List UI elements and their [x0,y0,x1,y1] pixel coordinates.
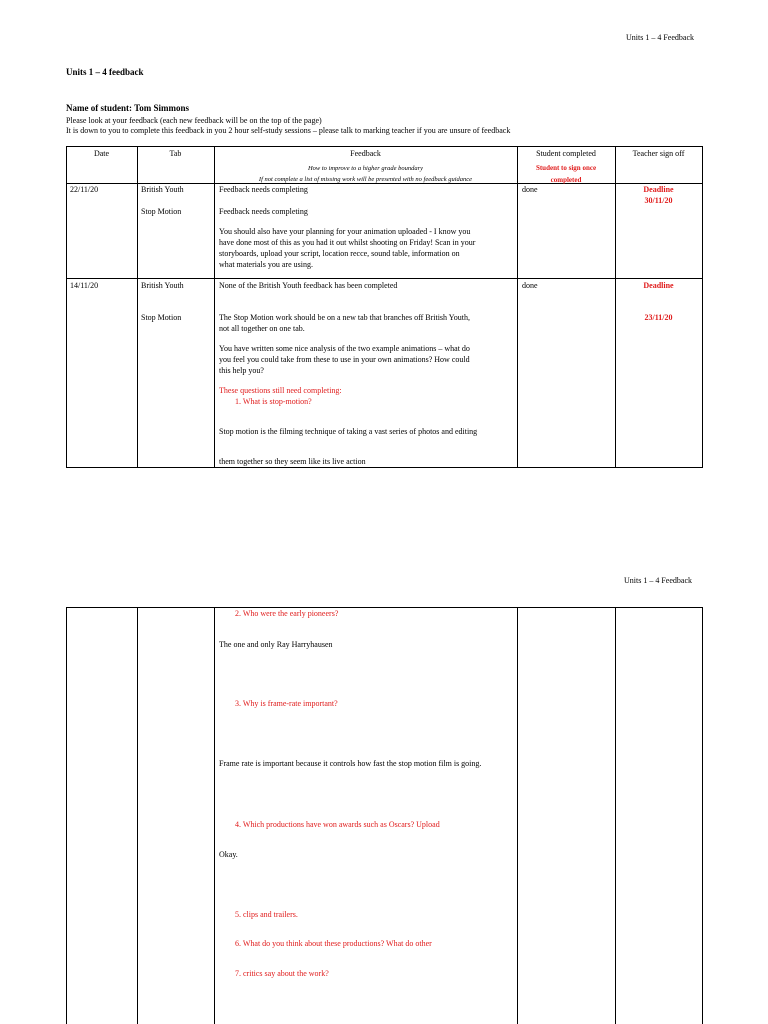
row1-student-status: done [522,185,538,194]
row2-deadline-date: 23/11/20 [644,313,673,322]
row1-feedback-3b: have done most of this as you had it out whilst shooting on Friday! Scan in your [219,238,476,247]
question-6: 6. What do you think about these productions? What do other [235,939,432,948]
student-subheader-1: Student to sign once [535,164,597,172]
answer-3: Frame rate is important because it controls how fast the stop motion film is going. [219,759,482,768]
row1-tab-2: Stop Motion [141,207,182,216]
row2-answer-1b: them together so they seem like its live action [219,457,366,466]
row2-deadline-label: Deadline [643,281,674,290]
row2-feedback-3c: this help you? [219,366,264,375]
answer-4: Okay. [219,850,238,859]
row1-deadline-date: 30/11/20 [644,196,673,205]
student-name: Name of student: Tom Simmons [66,103,190,113]
row1-feedback-3a: You should also have your planning for your animation uploaded - I know you [219,227,471,236]
document-title: Units 1 – 4 feedback [66,67,144,77]
row2-feedback-2a: The Stop Motion work should be on a new tab that branches off British Youth, [219,313,470,322]
row1-feedback-3d: what materials you are using. [219,260,313,269]
row1-date: 22/11/20 [70,185,99,194]
column-header-feedback: Feedback [350,149,381,158]
intro-line-2: It is down to you to complete this feedback in you 2 hour self-study sessions – please talk to marking teacher if you are unsure of feedback [66,126,511,135]
row2-feedback-3b: you feel you could take from these to use in your own animations? How could [219,355,470,364]
row1-deadline-label: Deadline [643,185,674,194]
question-7: 7. critics say about the work? [235,969,329,978]
page2-header: Units 1 – 4 Feedback [624,576,692,585]
row1-feedback-3c: storyboards, upload your script, location recce, sound table, information on [219,249,460,258]
row2-feedback-2b: not all together on one tab. [219,324,305,333]
column-header-date: Date [93,149,110,158]
column-header-student: Student completed [536,149,596,158]
row2-question-1: 1. What is stop-motion? [235,397,312,406]
row2-feedback-3a: You have written some nice analysis of the two example animations – what do [219,344,470,353]
row2-tab-2: Stop Motion [141,313,182,322]
row1-feedback-1: Feedback needs completing [219,185,308,194]
question-5: 5. clips and trailers. [235,910,298,919]
page-header: Units 1 – 4 Feedback [626,33,694,42]
student-subheader-2: completed [550,176,582,184]
row1-feedback-2: Feedback needs completing [219,207,308,216]
row2-student-status: done [522,281,538,290]
row1-tab-1: British Youth [141,185,184,194]
row2-tab-1: British Youth [141,281,184,290]
answer-2: The one and only Ray Harryhausen [219,640,333,649]
feedback-subheader-1: How to improve to a higher grade boundary [307,165,424,172]
feedback-subheader-2: If not complete a list of missing work will be presented with no feedback guidance [258,176,473,183]
question-2: 2. Who were the early pioneers? [235,609,339,618]
question-4: 4. Which productions have won awards such as Oscars? Upload [235,820,440,829]
intro-line-1: Please look at your feedback (each new feedback will be on the top of the page) [66,116,322,125]
row2-questions-heading: These questions still need completing: [219,386,342,395]
column-header-tab: Tab [169,149,182,158]
question-3: 3. Why is frame-rate important? [235,699,338,708]
row2-answer-1a: Stop motion is the filming technique of taking a vast series of photos and editing [219,427,478,436]
row2-feedback-1: None of the British Youth feedback has been completed [219,281,398,290]
row2-date: 14/11/20 [70,281,99,290]
column-header-teacher: Teacher sign off [632,149,685,158]
